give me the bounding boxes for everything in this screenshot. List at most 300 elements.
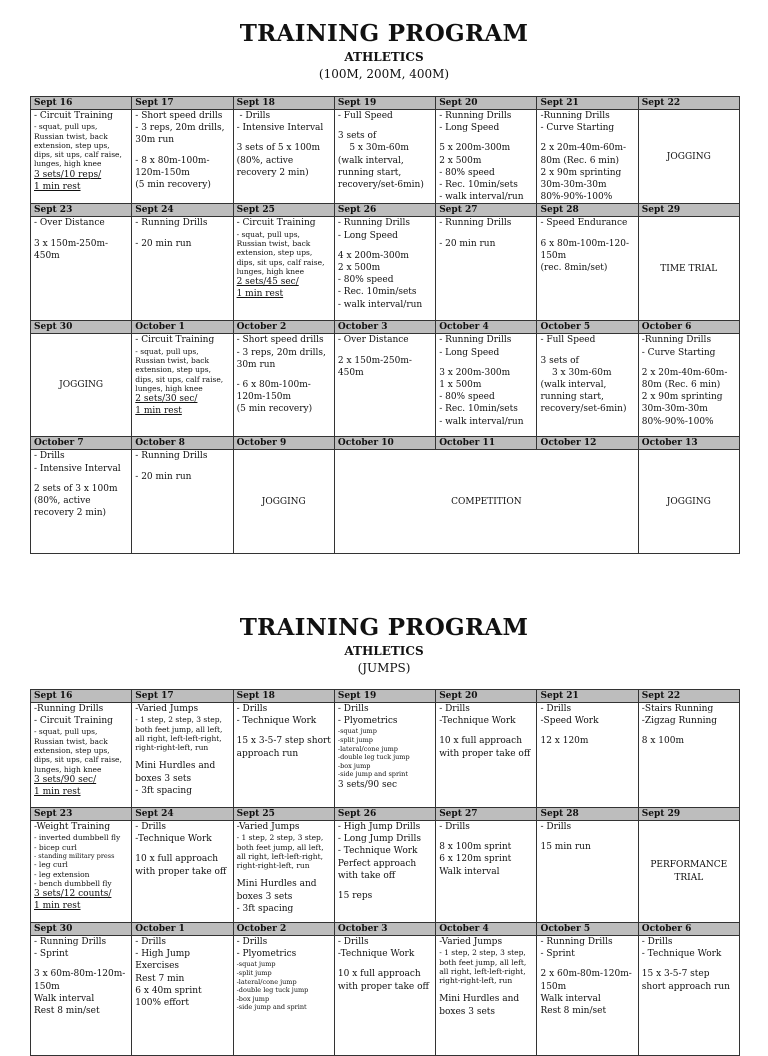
activity-line: Mini Hurdles and boxes 3 sets [135, 761, 219, 784]
activity-line: -box jump [337, 761, 371, 770]
activity-line [439, 985, 533, 993]
activity-line: 15 reps [337, 891, 373, 902]
activity-line: - Long Jump Drills [337, 834, 421, 845]
activity-line: - bicep curl [34, 842, 77, 852]
activity-line: -double leg tuck jump [337, 753, 410, 762]
date-header: October 8 [132, 437, 233, 450]
activity-line: JOGGING [261, 496, 306, 507]
activity-line: - Drills [135, 822, 166, 832]
activity-line: -Technique Work [135, 834, 212, 845]
date-header: October 2 [233, 923, 334, 936]
date-header: October 1 [132, 923, 233, 936]
activity-line: 80%-90%-100% [540, 192, 613, 203]
activity-cell [132, 110, 233, 204]
date-header: Sept 20 [436, 97, 537, 110]
activity-cell [31, 334, 132, 437]
activity-line: 3 sets of [540, 355, 579, 366]
week-activity-row [31, 450, 740, 554]
week-activity-row [31, 217, 740, 321]
activity-line: - Short speed drills [236, 335, 324, 346]
activity-line: - 3 reps, 20m drills, 30m run [236, 347, 329, 370]
activity-line: 8 x 100m [641, 736, 685, 747]
week-header-row [31, 321, 740, 334]
activity-cell [436, 334, 537, 437]
activity-line: - Drills [439, 822, 470, 832]
activity-line: - Full Speed [540, 335, 596, 346]
activity-line: - leg extension [34, 869, 90, 879]
activity-line: - Drills [236, 937, 268, 947]
activity-cell [334, 217, 435, 321]
activity-line: JOGGING [666, 496, 711, 507]
activity-line: - squat, pull ups, Russian twist, back extension, step ups, dips, sit ups, calf raise, lunges, high knee [135, 346, 226, 393]
activity-line: - Running Drills [439, 335, 512, 346]
activity-line: Rest 8 min/set [34, 1006, 100, 1017]
activity-line: 2 x 500m [439, 155, 482, 166]
activity-line: -lateral/cone jump [337, 744, 398, 753]
activity-line [338, 347, 432, 355]
activity-cell [31, 450, 132, 554]
activity-cell [132, 334, 233, 437]
activity-line: -box jump [236, 994, 270, 1003]
activity-line: Walk interval [540, 993, 601, 1004]
activity-line: 2 sets of 3 x 100m (80%, active recovery 2 min) [34, 483, 121, 519]
activity-line: -Stairs Running [641, 704, 714, 714]
activity-line: -side jump and sprint [337, 770, 408, 779]
activity-cell [436, 821, 537, 923]
activity-line: - Curve Starting [540, 123, 615, 134]
activity-line: 2 x 150m-250m-450m [337, 355, 412, 378]
activity-line: - walk interval/run [439, 416, 524, 427]
activity-line: - Drills [439, 704, 470, 714]
activity-cell [436, 110, 537, 204]
activity-line: - 20 min run [439, 238, 496, 249]
activity-line: - 1 step, 2 step, 3 step, both feet jump, all left, all right, left-left-right, right-right-left, run [236, 833, 327, 871]
activity-cell [537, 217, 638, 321]
activity-line: - 20 min run [135, 471, 192, 482]
activity-line: 12 x 120m [540, 736, 589, 747]
activity-line: -lateral/cone jump [236, 977, 297, 986]
activity-cell [436, 703, 537, 808]
activity-line: - Over Distance [337, 335, 409, 346]
activity-cell [233, 334, 334, 437]
date-header: Sept 22 [638, 690, 739, 703]
activity-line: - High Jump Drills [337, 822, 421, 832]
date-header: Sept 16 [31, 690, 132, 703]
activity-line: -Technique Work [337, 949, 415, 960]
activity-line: - Intensive Interval [236, 123, 324, 134]
week-header-row [31, 690, 740, 703]
activity-line [540, 833, 634, 841]
activity-cell [31, 703, 132, 808]
activity-line: 1 min rest [34, 901, 81, 912]
activity-line: 1 x 500m [439, 380, 482, 391]
activity-line: - 80% speed [439, 167, 495, 178]
activity-line: JOGGING [59, 380, 104, 391]
activity-line: 2 x 20m-40m-60m-80m (Rec. 6 min) [641, 367, 728, 391]
activity-line: Rest 8 min/set [540, 1006, 607, 1017]
activity-line [540, 347, 634, 355]
activity-line: 4 x 200m-300m [337, 250, 409, 261]
activity-line: - 1 step, 2 step, 3 step, both feet jump, all left, all right, left-left-right, right-right-left, run [135, 715, 225, 753]
activity-line: - Technique Work [236, 716, 317, 727]
activity-line: 2 x 60m-80m-120m-150m [540, 969, 632, 992]
activity-line [540, 727, 634, 735]
activity-cell [436, 936, 537, 1056]
activity-line: 8 x 100m sprint [439, 842, 512, 853]
activity-cell [638, 334, 739, 437]
activity-line: - Running Drills [34, 937, 107, 947]
date-header: October 5 [537, 923, 638, 936]
date-header: Sept 19 [334, 690, 435, 703]
activity-line [642, 727, 736, 735]
activity-line: 15 x 3-5-7 step short approach run [641, 969, 730, 992]
activity-cell [132, 821, 233, 923]
date-header: Sept 29 [638, 808, 739, 821]
activity-line: - Long Speed [439, 347, 500, 358]
activity-line: -squat jump [337, 727, 377, 736]
date-header: October 7 [31, 437, 132, 450]
activity-line: -Varied Jumps [236, 822, 300, 832]
activity-line: -Running Drills [540, 111, 610, 121]
date-header: Sept 23 [31, 808, 132, 821]
activity-line: - Technique Work [641, 949, 722, 960]
activity-line: 100% effort [135, 998, 189, 1009]
date-header: Sept 21 [537, 97, 638, 110]
activity-cell [537, 936, 638, 1056]
activity-cell [638, 217, 739, 321]
activity-line: - Running Drills [135, 218, 208, 229]
activity-line: - Running Drills [439, 111, 512, 121]
date-header: Sept 27 [436, 808, 537, 821]
date-header: Sept 16 [31, 97, 132, 110]
activity-line: -split jump [337, 736, 373, 744]
activity-line: - walk interval/run [337, 299, 423, 310]
date-header: Sept 18 [233, 690, 334, 703]
program-title: TRAINING PROGRAM [239, 20, 529, 47]
date-header: Sept 19 [334, 97, 435, 110]
activity-line: - Running Drills [337, 218, 411, 229]
activity-line: 2 x 90m sprinting [641, 392, 723, 403]
date-header: Sept 22 [638, 97, 739, 110]
activity-cell [233, 217, 334, 321]
date-header: Sept 28 [537, 808, 638, 821]
activity-line: -split jump [236, 969, 272, 977]
activity-line: JOGGING [666, 151, 711, 162]
activity-line [34, 475, 128, 483]
activity-line: - Full Speed [337, 111, 393, 121]
activity-cell [638, 936, 739, 1056]
week-header-row [31, 97, 740, 110]
activity-line: - 1 step, 2 step, 3 step, both feet jump, all left, all right, left-left-right, right-right-left, run [439, 948, 529, 986]
date-header: October 3 [334, 321, 435, 334]
activity-line: 6 x 80m-100m-120-150m [540, 238, 630, 261]
activity-line: - squat, pull ups, Russian twist, back extension, step ups, dips, sit ups, calf raise, lunges, high knee [236, 229, 327, 276]
program-subtitle: ATHLETICS [344, 644, 424, 658]
activity-line: 6 x 40m sprint [135, 985, 202, 996]
date-header: Sept 30 [31, 321, 132, 334]
activity-line: - Curve Starting [641, 347, 716, 358]
activity-line: - 80% speed [337, 275, 394, 286]
activity-line: 10 x full approach with proper take off [135, 854, 227, 877]
date-header: Sept 23 [31, 204, 132, 217]
activity-line: - Drills [34, 451, 65, 462]
activity-line: - Over Distance [34, 218, 105, 229]
activity-line: -squat jump [236, 960, 276, 969]
activity-line: 2 sets/45 sec/ [236, 277, 299, 288]
activity-cell [638, 110, 739, 204]
activity-line: 15 min run [540, 842, 591, 853]
activity-cell [436, 217, 537, 321]
activity-cell [233, 703, 334, 808]
activity-line [642, 359, 736, 367]
activity-line: - Drills [540, 704, 572, 714]
activity-cell [233, 450, 334, 554]
activity-line: COMPETITION [451, 496, 522, 507]
activity-line [642, 960, 736, 968]
activity-cell [31, 217, 132, 321]
activity-line: 1 min rest [135, 406, 182, 417]
activity-line: Walk interval [34, 993, 95, 1004]
date-header: October 12 [537, 437, 638, 450]
activity-line: 2 sets/30 sec/ [135, 394, 198, 405]
activity-line [439, 134, 533, 142]
activity-line: - Circuit Training [34, 716, 113, 727]
activity-line [34, 960, 128, 968]
activity-cell [334, 703, 435, 808]
activity-line [338, 882, 432, 890]
date-header: Sept 27 [436, 204, 537, 217]
activity-line: - Drills [337, 704, 369, 714]
activity-line: 3 sets/90 sec [337, 779, 397, 790]
activity-line: - Drills [236, 111, 271, 121]
activity-line: 30m-30m-30m [641, 404, 708, 415]
activity-line [135, 845, 229, 853]
activity-line: 30m-30m-30m [540, 180, 607, 191]
week-activity-row [31, 334, 740, 437]
activity-line: - Drills [337, 937, 369, 947]
activity-line: 2 x 90m sprinting [540, 167, 622, 178]
activity-cell [233, 110, 334, 204]
activity-line: - Speed Endurance [540, 218, 628, 229]
activity-line: Perfect approach with take off [337, 858, 420, 881]
activity-line: (rec. 8min/set) [540, 263, 608, 274]
date-header: October 4 [436, 923, 537, 936]
activity-line: - High Jump Exercises [135, 949, 193, 972]
activity-line [237, 727, 331, 735]
activity-line [439, 833, 533, 841]
date-header: Sept 17 [132, 690, 233, 703]
activity-line: - Intensive Interval [34, 463, 121, 474]
activity-cell [638, 821, 739, 923]
activity-line: 5 x 200m-300m [439, 143, 511, 154]
activity-cell [132, 450, 233, 554]
date-header: October 6 [638, 923, 739, 936]
program-event: (JUMPS) [357, 661, 411, 675]
program-event: (100M, 200M, 400M) [318, 67, 450, 81]
activity-line: - Short speed drills [135, 111, 223, 121]
activity-cell [334, 450, 638, 554]
activity-line: - standing military press [34, 851, 115, 860]
activity-cell [537, 703, 638, 808]
activity-line: - Circuit Training [34, 111, 113, 121]
activity-line: 10 x full approach with proper take off [439, 736, 531, 759]
date-header: October 5 [537, 321, 638, 334]
activity-cell [638, 703, 739, 808]
date-header: October 3 [334, 923, 435, 936]
activity-line: -Technique Work [439, 716, 516, 727]
training-schedule-table [30, 689, 740, 1056]
activity-cell [31, 936, 132, 1056]
date-header: October 9 [233, 437, 334, 450]
activity-line: Mini Hurdles and boxes 3 sets [439, 994, 523, 1017]
activity-line: 3 x 150m-250m-450m [34, 238, 109, 261]
activity-line [237, 371, 331, 379]
date-header: Sept 29 [638, 204, 739, 217]
activity-line: - Technique Work [337, 846, 418, 857]
date-header: Sept 26 [334, 808, 435, 821]
activity-line [135, 463, 229, 471]
activity-line: - Plyometrics [337, 716, 398, 727]
date-header: Sept 25 [233, 204, 334, 217]
activity-line: 2 x 20m-40m-60m-80m (Rec. 6 min) [540, 143, 627, 166]
date-header: Sept 28 [537, 204, 638, 217]
activity-line: - Rec. 10min/sets [439, 180, 518, 191]
program-title: TRAINING PROGRAM [239, 614, 529, 641]
activity-line: -double leg tuck jump [236, 986, 309, 995]
activity-line: 3 x 200m-300m [439, 367, 511, 378]
activity-line [237, 134, 331, 142]
week-header-row [31, 923, 740, 936]
activity-line: 1 min rest [34, 787, 81, 798]
week-header-row [31, 204, 740, 217]
activity-line [439, 359, 533, 367]
activity-cell [132, 217, 233, 321]
activity-line [135, 147, 229, 155]
activity-line [34, 230, 128, 238]
date-header: Sept 17 [132, 97, 233, 110]
activity-line: - 3ft spacing [135, 785, 192, 796]
week-header-row [31, 437, 740, 450]
activity-line: - squat, pull ups, Russian twist, back extension, step ups, dips, sit ups, calf raise, lunges, high knee [34, 122, 125, 169]
activity-line: - Running Drills [540, 937, 613, 947]
activity-line: 3 sets of [337, 131, 377, 142]
date-header: Sept 25 [233, 808, 334, 821]
activity-line: -Weight Training [34, 822, 111, 832]
activity-line: -side jump and sprint [236, 1003, 307, 1012]
activity-line: (5 min recovery) [135, 180, 211, 191]
date-header: Sept 30 [31, 923, 132, 936]
activity-line: 10 x full approach with proper take off [337, 969, 429, 992]
date-header: October 6 [638, 321, 739, 334]
activity-cell [537, 821, 638, 923]
activity-line: - 8 x 80m-100m-120m-150m [135, 155, 210, 178]
activity-line: - 3ft spacing [236, 903, 294, 914]
activity-line: (5 min recovery) [236, 404, 313, 415]
activity-line: 3 x 60m-80m-120m-150m [34, 969, 126, 992]
activity-line: Rest 7 min [135, 973, 185, 984]
activity-line: 15 x 3-5-7 step short approach run [236, 736, 334, 759]
activity-line: - 80% speed [439, 392, 495, 403]
activity-line: - Sprint [34, 949, 69, 960]
activity-line: 1 min rest [236, 289, 284, 300]
date-header: October 10 [334, 437, 435, 450]
date-header: October 2 [233, 321, 334, 334]
activity-line: TIME TRIAL [660, 263, 718, 274]
activity-line [439, 230, 533, 238]
activity-line: - walk interval/run [439, 192, 524, 203]
activity-line: 2 x 500m [337, 263, 381, 274]
activity-line: - 6 x 80m-100m-120m-150m [236, 380, 311, 403]
week-header-row [31, 808, 740, 821]
date-header: October 13 [638, 437, 739, 450]
activity-line [135, 230, 229, 238]
activity-cell [31, 821, 132, 923]
date-header: Sept 18 [233, 97, 334, 110]
activity-cell [537, 110, 638, 204]
activity-cell [334, 821, 435, 923]
activity-line [338, 242, 432, 250]
activity-line: - Circuit Training [135, 335, 215, 346]
activity-line: -Speed Work [540, 716, 599, 727]
activity-line: -Varied Jumps [439, 937, 503, 947]
week-activity-row [31, 821, 740, 923]
activity-cell [638, 450, 739, 554]
activity-cell [132, 936, 233, 1056]
activity-line: - squat, pull ups, Russian twist, back extension, step ups, dips, sit ups, calf raise, lunges, high knee [34, 727, 125, 774]
activity-line: 3 sets of 5 x 100m (80%, active recovery 2 min) [236, 143, 323, 178]
activity-line: Walk interval [439, 866, 500, 877]
activity-line: 3 x 30m-60m (walk interval, running start, recovery/set-6min) [540, 367, 627, 415]
activity-line: - 20 min run [135, 238, 192, 249]
activity-cell [334, 334, 435, 437]
date-header: October 1 [132, 321, 233, 334]
activity-line [540, 134, 634, 142]
activity-line: 3 sets/12 counts/ [34, 889, 112, 900]
activity-cell [31, 110, 132, 204]
activity-line [338, 122, 432, 130]
activity-line: - Rec. 10min/sets [337, 287, 417, 298]
activity-line [540, 960, 634, 968]
activity-line [540, 230, 634, 238]
date-header: October 11 [436, 437, 537, 450]
activity-line: -Running Drills [641, 335, 712, 346]
activity-line: 5 x 30m-60m (walk interval, running start, recovery/set-6min) [337, 143, 424, 191]
activity-line: 3 sets/90 sec/ [34, 774, 97, 785]
activity-line: 6 x 120m sprint [439, 854, 512, 865]
activity-line: 1 min rest [34, 181, 81, 192]
date-header: Sept 24 [132, 204, 233, 217]
activity-line: - Circuit Training [236, 218, 316, 229]
activity-line: - Long Speed [337, 230, 398, 241]
week-activity-row [31, 110, 740, 204]
date-header: Sept 26 [334, 204, 435, 217]
activity-line [338, 960, 432, 968]
activity-cell [334, 110, 435, 204]
activity-line: - Drills [236, 704, 268, 714]
training-schedule-table [30, 96, 740, 554]
program-subtitle: ATHLETICS [344, 50, 424, 64]
activity-line [439, 727, 533, 735]
activity-line: 80%-90%-100% [641, 416, 714, 427]
activity-cell [233, 821, 334, 923]
date-header: October 4 [436, 321, 537, 334]
activity-line: - Sprint [540, 949, 575, 960]
activity-cell [132, 703, 233, 808]
activity-line: - 3 reps, 20m drills, 30m run [135, 123, 228, 146]
activity-cell [537, 334, 638, 437]
week-activity-row [31, 703, 740, 808]
activity-cell [334, 936, 435, 1056]
